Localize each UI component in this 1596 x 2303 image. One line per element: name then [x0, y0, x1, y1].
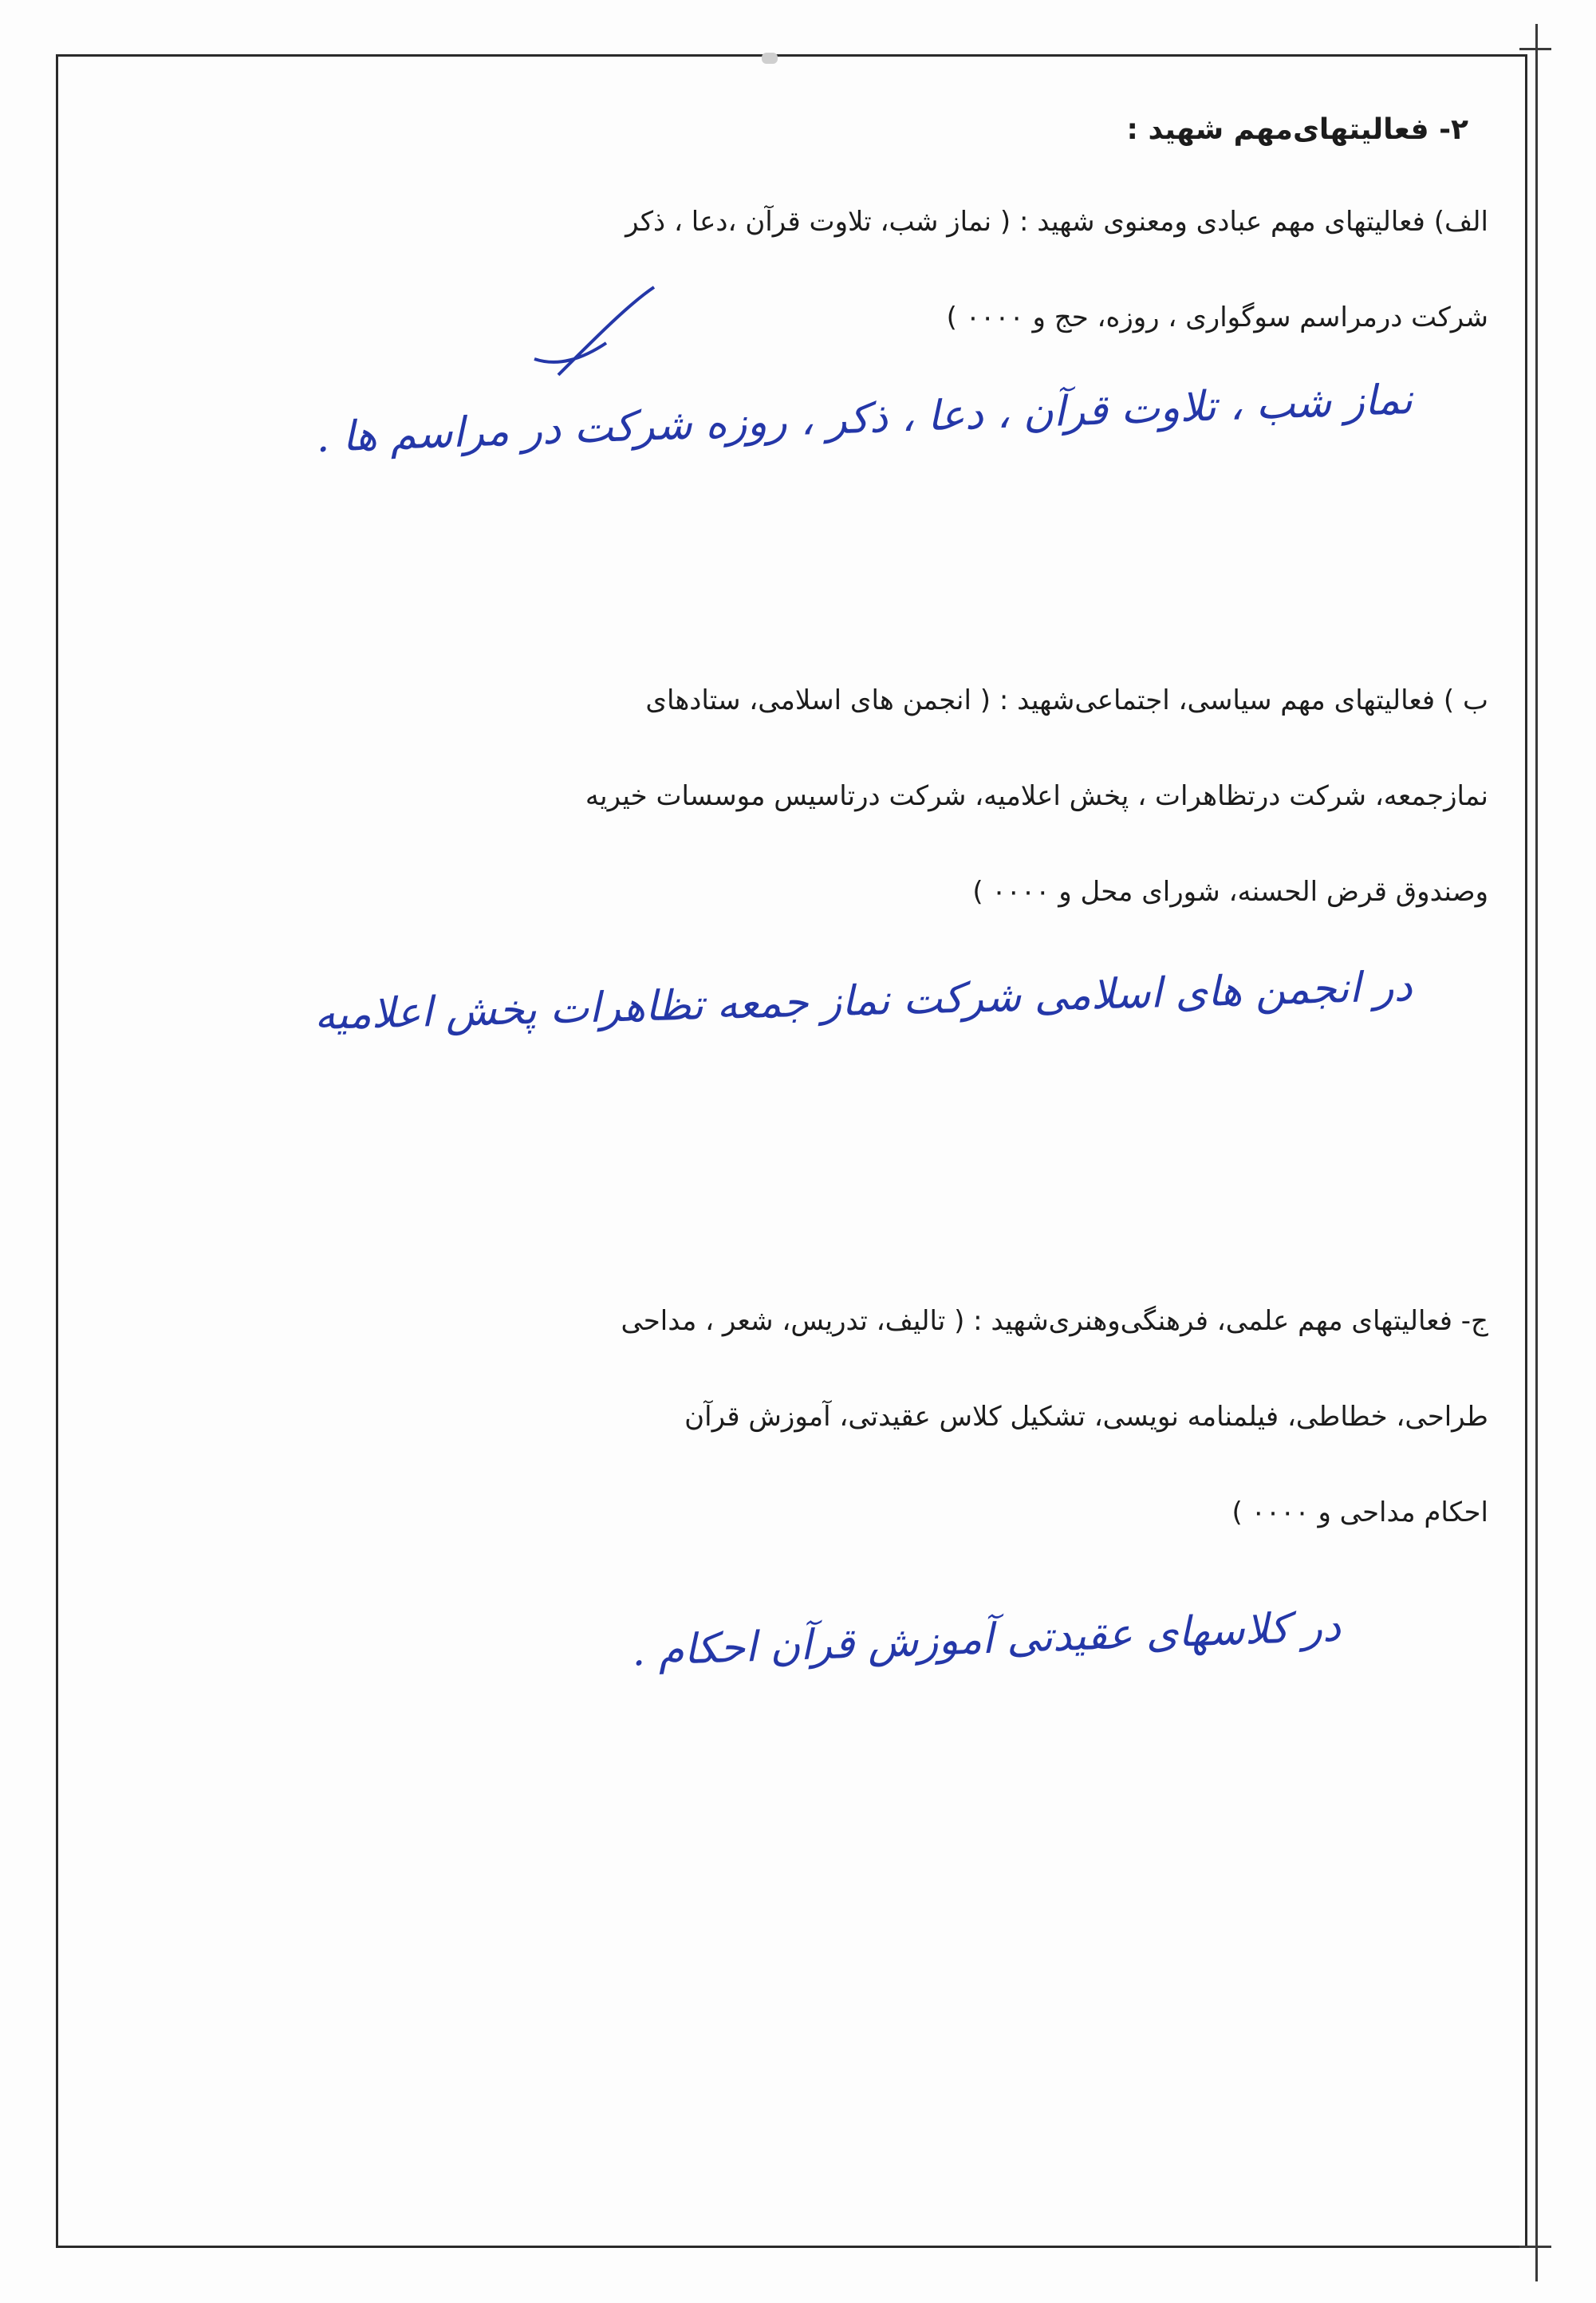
be-handwritten-answer: در انجمن های اسلامی شرکت نماز جمعه تظاهرات پخش اعلامیه — [313, 962, 1413, 1040]
section-heading: ۲- فعالیتهای‌مهم شهید : — [1126, 113, 1468, 146]
alef-line-2: شرکت درمراسم سوگواری ، روزه، حج و ۰۰۰۰ ) — [946, 302, 1488, 333]
corner-mark-top — [1519, 48, 1551, 50]
jim-line-3: احکام مداحی و ۰۰۰۰ ) — [1231, 1497, 1488, 1528]
be-line-3: وصندوق قرض الحسنه، شورای محل و ۰۰۰۰ ) — [972, 876, 1488, 908]
handwritten-flourish — [510, 271, 670, 391]
alef-line-1: الف) فعالیتهای مهم عبادی ومعنوی شهید : ( نماز شب، تلاوت قرآن ،دعا ، ذکر — [625, 206, 1488, 238]
corner-mark-bottom — [1519, 2246, 1551, 2248]
staple-mark — [762, 53, 778, 64]
jim-line-1: ج- فعالیتهای مهم علمی، فرهنگی‌وهنری‌شهید : ( تالیف، تدریس، شعر ، مداحی — [621, 1305, 1488, 1337]
be-line-1: ب ) فعالیتهای مهم سیاسی، اجتماعی‌شهید : ( انجمن های اسلامی، ستادهای — [645, 684, 1488, 716]
alef-handwritten-answer: نماز شب ، تلاوت قرآن ، دعا ، ذکر ، روزه شرکت در مراسم ها . — [314, 376, 1413, 462]
jim-handwritten-answer: در کلاسهای عقیدتی آموزش قرآن احکام . — [630, 1603, 1342, 1676]
page-edge-line — [1535, 24, 1538, 2281]
be-line-2: نمازجمعه، شرکت درتظاهرات ، پخش اعلامیه، شرکت درتاسیس موسسات خیریه — [585, 780, 1488, 812]
jim-line-2: طراحی، خطاطی، فیلمنامه نویسی، تشکیل کلاس عقیدتی، آموزش قرآن — [684, 1401, 1488, 1433]
